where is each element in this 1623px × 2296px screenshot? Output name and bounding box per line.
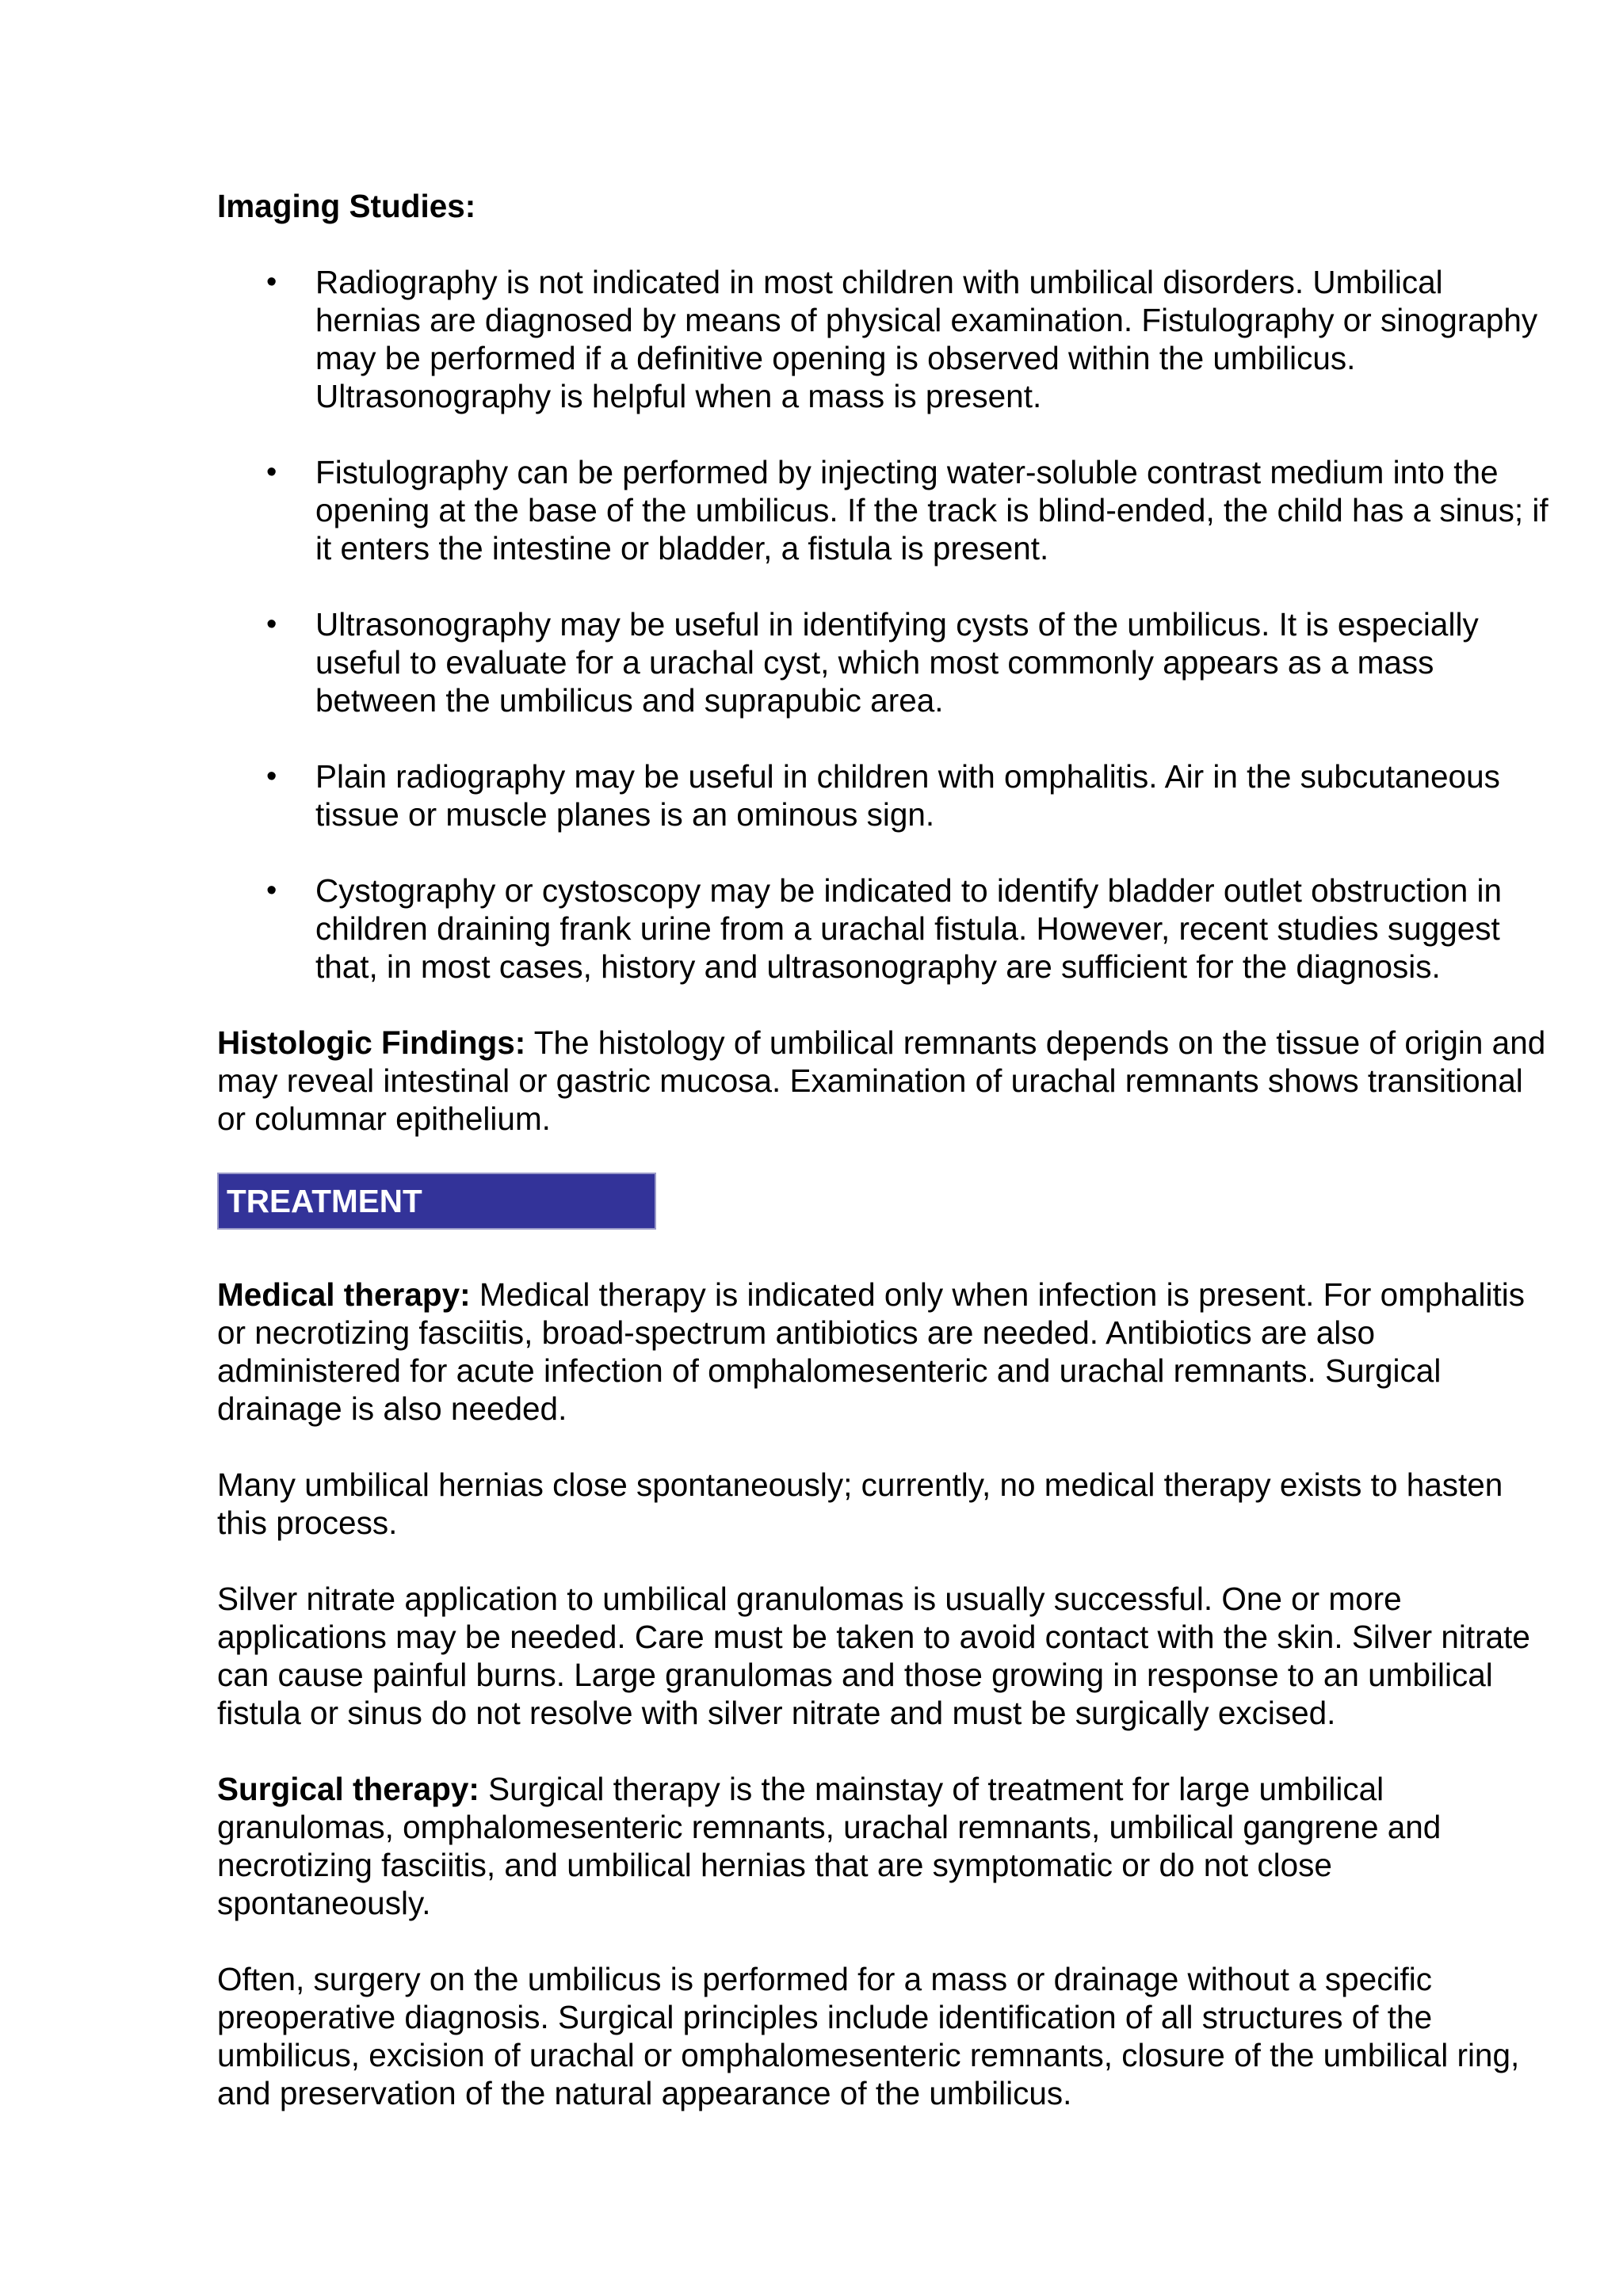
treatment-section-header: TREATMENT	[217, 1173, 656, 1230]
surgical-therapy-text: Surgical therapy is the mainstay of treatment for large umbilical granulomas, omphalomesenteric remnants, urachal remnants, umbilical gangrene and necrotizing fasciitis, and umbilical hernias that are symptomatic or do not close spontaneously.	[217, 1771, 1442, 1921]
surgery-principles-paragraph: Often, surgery on the umbilicus is performed for a mass or drainage without a specific preoperative diagnosis. Surgical principles include identification of all structures of the umbilicus, excision of urachal or omphalomesenteric remnants, closure of the umbilical ring, and preservation of the natural appearance of the umbilicus.	[217, 1961, 1520, 2111]
bullet-icon: •	[266, 760, 277, 793]
imaging-studies-list	[217, 263, 1549, 986]
list-item-text: Fistulography can be performed by injecting water-soluble contrast medium into the opening at the base of the umbilicus. If the track is blind-ended, the child has a sinus; if it enters the intestine or bladder, a fistula is present.	[315, 454, 1549, 566]
umbilical-hernias-paragraph: Many umbilical hernias close spontaneously; currently, no medical therapy exists to hasten this process.	[217, 1466, 1503, 1541]
histologic-findings-text: The histology of umbilical remnants depends on the tissue of origin and may reveal intestinal or gastric mucosa. Examination of urachal remnants shows transitional or columnar epithelium.	[217, 1024, 1546, 1137]
bullet-icon: •	[266, 456, 277, 489]
list-item-text: Ultrasonography may be useful in identifying cysts of the umbilicus. It is especially useful to evaluate for a urachal cyst, which most commonly appears as a mass between the umbilicus and suprapubic area.	[315, 606, 1479, 719]
bullet-icon: •	[266, 265, 277, 299]
list-item-text: Cystography or cystoscopy may be indicated to identify bladder outlet obstruction in children draining frank urine from a urachal fistula. However, recent studies suggest that, in most cases, history and ultrasonography are sufficient for the diagnosis.	[315, 872, 1503, 985]
silver-nitrate-paragraph: Silver nitrate application to umbilical granulomas is usually successful. One or more applications may be needed. Care must be taken to avoid contact with the skin. Silver nitrate can cause painful burns. Large granulomas and those growing in response to an umbilical fistula or sinus do not resolve with silver nitrate and must be surgically excised.	[217, 1581, 1530, 1731]
imaging-studies-heading: Imaging Studies:	[217, 188, 476, 224]
surgical-therapy-label: Surgical therapy:	[217, 1771, 479, 1807]
histologic-findings-paragraph	[217, 1024, 1549, 1138]
list-item	[217, 605, 1549, 719]
list-item	[217, 263, 1549, 415]
list-item-text: Plain radiography may be useful in children with omphalitis. Air in the subcutaneous tissue or muscle planes is an ominous sign.	[315, 758, 1500, 833]
surgical-therapy-paragraph	[217, 1770, 1549, 1922]
medical-therapy-label: Medical therapy:	[217, 1276, 471, 1313]
bullet-icon: •	[266, 874, 277, 907]
medical-therapy-text: Medical therapy is indicated only when infection is present. For omphalitis or necrotizing fasciitis, broad-spectrum antibiotics are needed. Antibiotics are also administered for acute infection of omphalomesenteric and urachal remnants. Surgical drainage is also needed.	[217, 1276, 1526, 1427]
list-item	[217, 757, 1549, 833]
histologic-findings-label: Histologic Findings:	[217, 1024, 526, 1061]
bullet-icon: •	[266, 608, 277, 641]
medical-therapy-paragraph	[217, 1276, 1549, 1428]
document-page	[217, 187, 1549, 2150]
list-item	[217, 453, 1549, 567]
list-item-text: Radiography is not indicated in most children with umbilical disorders. Umbilical hernias are diagnosed by means of physical examination. Fistulography or sinography may be performed if a definitive opening is observed within the umbilicus. Ultrasonography is helpful when a mass is present.	[315, 264, 1538, 414]
list-item	[217, 871, 1549, 986]
